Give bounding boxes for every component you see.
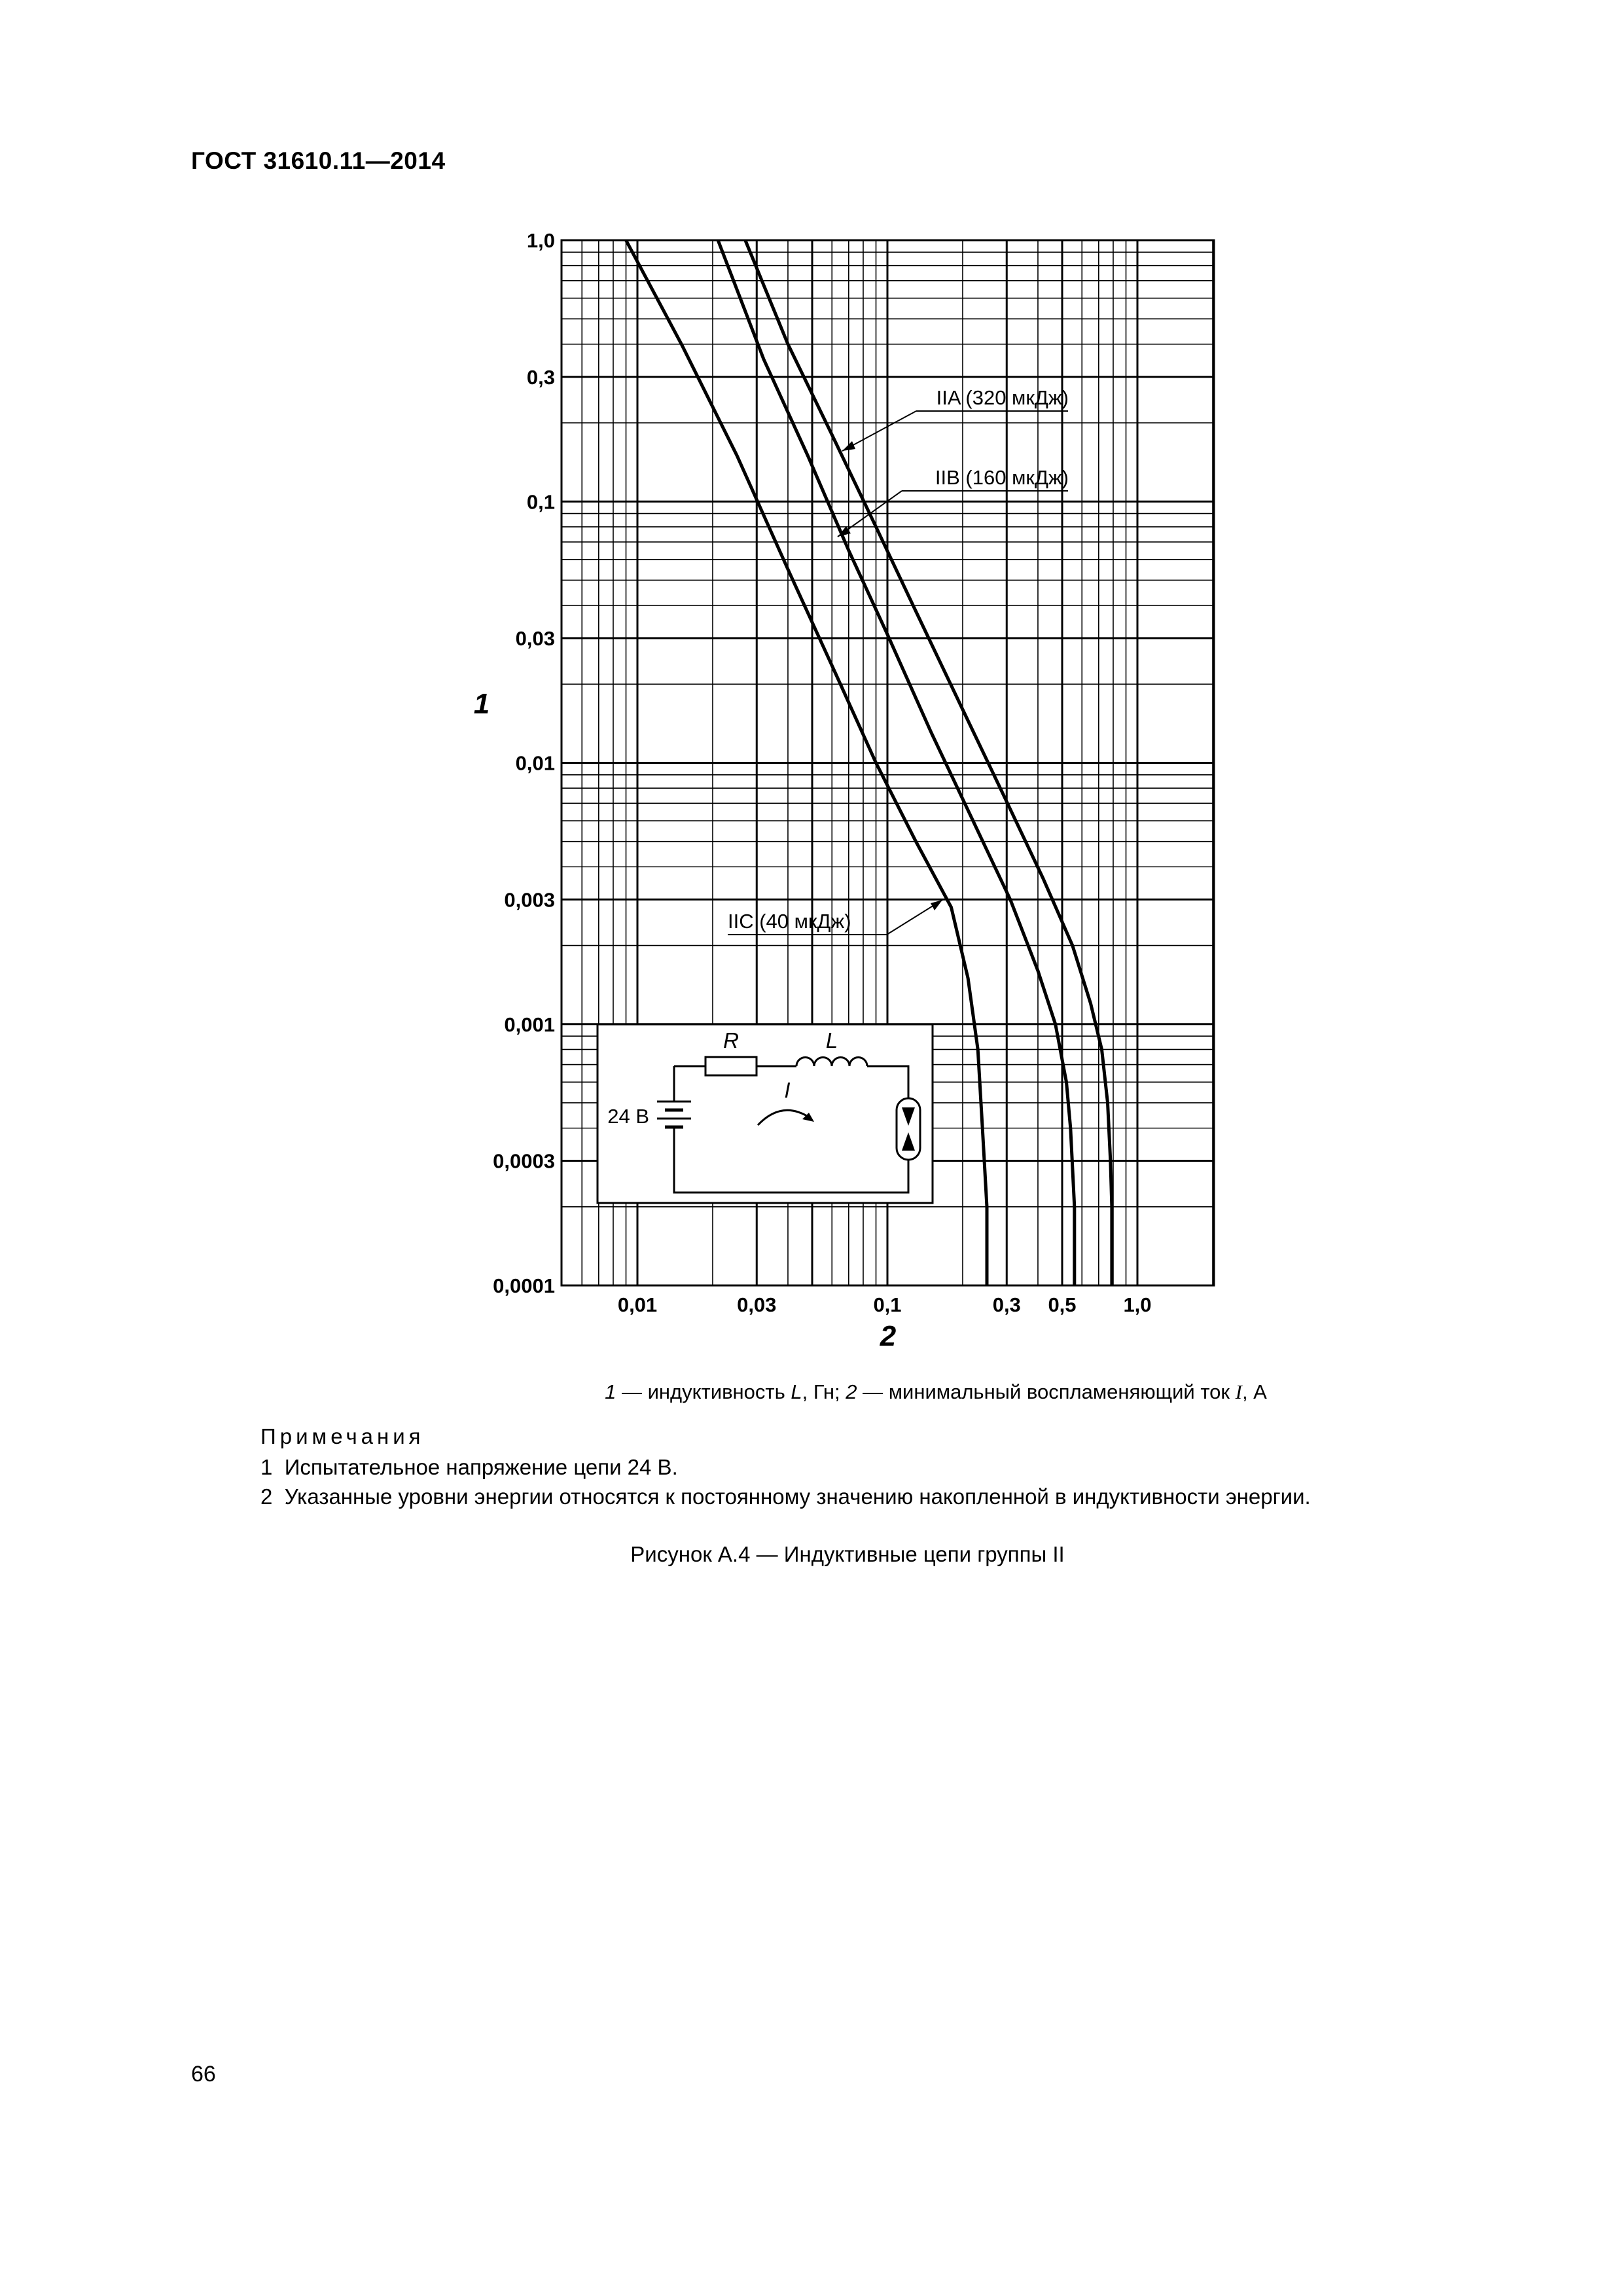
page-number: 66 [191,2062,216,2087]
x-tick-label: 0,1 [873,1293,902,1316]
x-tick-label: 1,0 [1123,1293,1152,1316]
annotation-iia-label: IIA (320 мкДж) [936,386,1069,409]
notes-title: Примечания [260,1424,425,1448]
source-label: 24 В [607,1105,649,1128]
x-tick-label: 0,3 [992,1293,1021,1316]
y-tick-label: 0,03 [515,627,555,651]
annotation-iic [728,900,942,935]
note-item: 1 Испытательное напряжение цепи 24 В. [260,1455,678,1479]
legend-num-2: 2 [846,1380,857,1403]
resistor-symbol [705,1057,757,1075]
inductor-label: L [825,1028,838,1052]
y-tick-label: 0,3 [526,365,555,389]
legend-unit-1: , Гн; [802,1380,846,1403]
x-tick-label: 0,5 [1048,1293,1077,1316]
y-tick-label: 0,0001 [493,1274,555,1297]
figure-title: Рисунок А.4 — Индуктивные цепи группы II [630,1542,1065,1566]
y-tick-label: 0,01 [515,751,555,775]
resistor-label: R [723,1028,739,1052]
y-axis-label: 1 [473,688,490,720]
y-tick-label: 0,003 [504,888,555,912]
document-header: ГОСТ 31610.11—2014 [191,147,446,174]
y-tick-label: 1,0 [526,229,555,252]
legend-sym-2: I [1235,1380,1242,1403]
legend-text-1: — индуктивность [616,1380,791,1403]
legend-text-2: — минимальный воспламеняющий ток [857,1380,1236,1403]
x-tick-label: 0,01 [617,1293,658,1316]
y-tick-label: 0,0003 [493,1149,555,1173]
y-tick-label: 0,1 [526,490,555,514]
legend-sym-1: L [791,1380,802,1403]
annotation-iic-label: IIC (40 мкДж) [728,910,851,933]
circuit-inset [597,1024,933,1203]
legend-unit-2: , А [1241,1380,1267,1403]
spark-gap-symbol [897,1098,920,1160]
legend-num-1: 1 [605,1380,616,1403]
annotation-iib-label: IIB (160 мкДж) [935,466,1069,489]
note-item: 2 Указанные уровни энергии относятся к постоянному значению накопленной в индуктивности энергии. [260,1484,1311,1509]
current-label: I [784,1078,791,1102]
figure-legend-caption [0,1380,1623,1404]
y-tick-label: 0,001 [504,1013,555,1036]
x-axis-label: 2 [880,1320,897,1352]
x-tick-label: 0,03 [737,1293,777,1316]
